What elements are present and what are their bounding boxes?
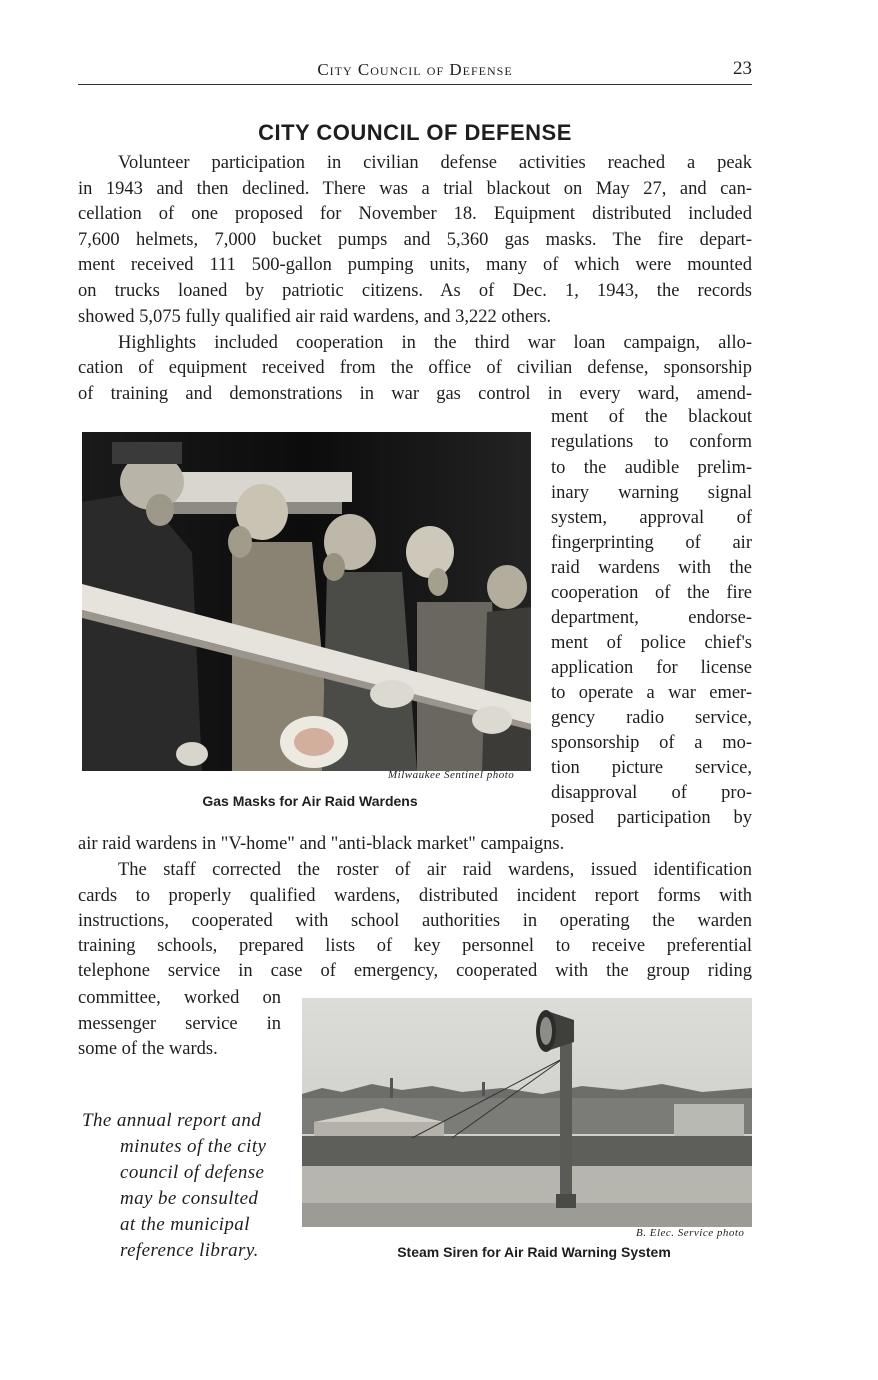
side-note-line: at the municipal [120,1214,250,1235]
steam-siren-photo [302,998,752,1227]
column-line: posed participation by [551,808,752,828]
column-line: ment of police chief's [551,633,752,653]
column-line: cooperation of the fire [551,583,752,603]
column-line: some of the wards. [78,1039,218,1059]
side-note-line: reference library. [120,1240,259,1261]
column-line: disapproval of pro- [551,783,752,803]
page-number: 23 [733,58,752,79]
body-line: air raid wardens in "V-home" and "anti-black market" campaigns. [78,834,565,854]
column-line: department, endorse- [551,608,752,628]
body-line: telephone service in case of emergency, cooperated with the group riding [78,961,752,981]
section-heading: CITY COUNCIL OF DEFENSE [258,120,572,145]
photo-caption: Steam Siren for Air Raid Warning System [397,1244,671,1260]
body-line: The staff corrected the roster of air raid wardens, issued identification [118,860,752,880]
column-line: fingerprinting of air [551,533,752,553]
side-note-line: minutes of the city [120,1136,267,1157]
column-line: regulations to conform [551,432,752,452]
body-line: cards to properly qualified wardens, distributed incident report forms with [78,886,752,906]
side-note-line: council of defense [120,1162,265,1183]
side-note-line: The annual report and [82,1110,262,1131]
column-line: tion picture service, [551,758,752,778]
column-line: system, approval of [551,508,752,528]
body-line: in 1943 and then declined. There was a trial blackout on May 27, and can- [78,179,752,199]
body-line: cellation of one proposed for November 18. Equipment distributed included [78,204,752,224]
body-line: of training and demonstrations in war gas control in every ward, amend- [78,384,752,404]
body-line: 7,600 helmets, 7,000 bucket pumps and 5,360 gas masks. The fire depart- [78,230,752,250]
column-line: messenger service in [78,1014,281,1034]
body-line: on trucks loaned by patriotic citizens. As of Dec. 1, 1943, the records [78,281,752,301]
body-line: ment received 111 500-gallon pumping units, many of which were mounted [78,255,752,275]
body-line: training schools, prepared lists of key personnel to receive preferential [78,936,752,956]
column-line: sponsorship of a mo- [551,733,752,753]
side-note-line: may be consulted [120,1188,259,1209]
body-line: Highlights included cooperation in the third war loan campaign, allo- [118,333,752,353]
photo-credit: B. Elec. Service photo [636,1227,745,1239]
running-head [78,56,752,85]
column-line: to operate a war emer- [551,683,752,703]
photo-caption: Gas Masks for Air Raid Wardens [202,793,418,809]
gas-masks-photo [82,432,531,771]
column-line: ment of the blackout [551,407,752,427]
body-line: instructions, cooperated with school authorities in operating the warden [78,911,752,931]
column-line: to the audible prelim- [551,458,752,478]
body-line: Volunteer participation in civilian defense activities reached a peak [118,153,752,173]
column-line: committee, worked on [78,988,281,1008]
body-line: showed 5,075 fully qualified air raid wardens, and 3,222 others. [78,307,552,327]
column-line: inary warning signal [551,483,752,503]
column-line: raid wardens with the [551,558,752,578]
column-line: application for license [551,658,752,678]
photo-credit: Milwaukee Sentinel photo [388,769,515,781]
column-line: gency radio service, [551,708,752,728]
body-line: cation of equipment received from the office of civilian defense, sponsorship [78,358,752,378]
running-title: City Council of Defense [317,60,513,79]
